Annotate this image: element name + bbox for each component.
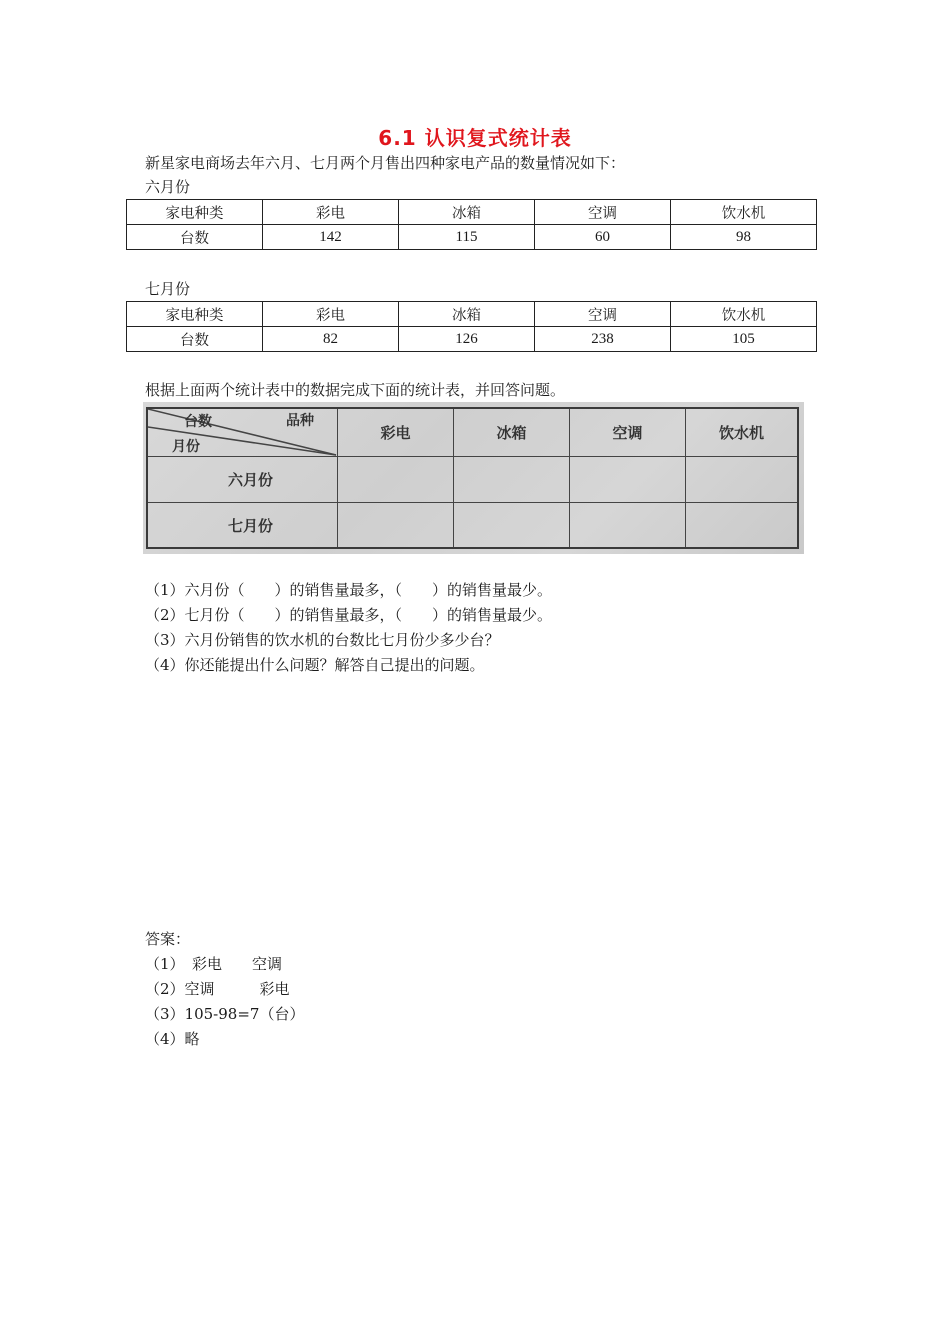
header-cell: 空调 (535, 302, 671, 327)
header-cell: 冰箱 (399, 302, 535, 327)
june-table (126, 199, 817, 250)
header-cell: 家电种类 (127, 200, 263, 225)
corner-top-label: 台数 (184, 414, 212, 430)
header-cell: 家电种类 (127, 302, 263, 327)
answer-3: （3）105-98=7（台） (145, 1005, 305, 1023)
value-cell: 105 (671, 327, 817, 352)
value-cell: 60 (535, 225, 671, 250)
column-header: 彩电 (338, 409, 454, 457)
value-cell: 238 (535, 327, 671, 352)
row-label: 台数 (127, 327, 263, 352)
june-label: 六月份 (145, 178, 191, 196)
blank-cell[interactable] (454, 503, 570, 547)
answers-label: 答案： (145, 930, 191, 948)
table-header-row (127, 200, 817, 225)
corner-right-label: 品种 (286, 413, 314, 429)
july-table (126, 301, 817, 352)
table-row (127, 327, 817, 352)
corner-cell (148, 409, 338, 457)
value-cell: 82 (263, 327, 399, 352)
header-cell: 饮水机 (671, 200, 817, 225)
value-cell: 98 (671, 225, 817, 250)
answer-2: （2）空调 彩电 (145, 980, 290, 998)
corner-bottom-label: 月份 (172, 439, 200, 455)
answer-1: （1） 彩电 空调 (145, 955, 283, 973)
blank-cell[interactable] (570, 457, 686, 503)
column-header: 空调 (570, 409, 686, 457)
value-cell: 142 (263, 225, 399, 250)
blank-cell[interactable] (338, 503, 454, 547)
page-title: 6.1 认识复式统计表 (378, 126, 572, 150)
compound-table-grid (146, 407, 799, 549)
question-4: （4）你还能提出什么问题？解答自己提出的问题。 (145, 656, 485, 674)
row-header: 六月份 (148, 457, 338, 503)
blank-cell[interactable] (338, 457, 454, 503)
value-cell: 126 (399, 327, 535, 352)
instruction-text: 根据上面两个统计表中的数据完成下面的统计表，并回答问题。 (145, 381, 566, 399)
header-cell: 空调 (535, 200, 671, 225)
column-header: 饮水机 (686, 409, 797, 457)
july-label: 七月份 (145, 280, 191, 298)
question-1: （1）六月份（ ）的销售量最多，（ ）的销售量最少。 (145, 581, 553, 599)
column-header: 冰箱 (454, 409, 570, 457)
question-3: （3）六月份销售的饮水机的台数比七月份少多少台？ (145, 631, 500, 649)
header-cell: 饮水机 (671, 302, 817, 327)
blank-cell[interactable] (686, 503, 797, 547)
blank-cell[interactable] (454, 457, 570, 503)
header-cell: 彩电 (263, 200, 399, 225)
header-cell: 彩电 (263, 302, 399, 327)
question-2: （2）七月份（ ）的销售量最多，（ ）的销售量最少。 (145, 606, 553, 624)
table-row (127, 225, 817, 250)
intro-text: 新星家电商场去年六月、七月两个月售出四种家电产品的数量情况如下： (145, 154, 626, 172)
header-cell: 冰箱 (399, 200, 535, 225)
compound-table-image (143, 402, 804, 554)
row-label: 台数 (127, 225, 263, 250)
row-header: 七月份 (148, 503, 338, 547)
blank-cell[interactable] (686, 457, 797, 503)
blank-cell[interactable] (570, 503, 686, 547)
answer-4: （4）略 (145, 1030, 200, 1048)
table-header-row (127, 302, 817, 327)
value-cell: 115 (399, 225, 535, 250)
